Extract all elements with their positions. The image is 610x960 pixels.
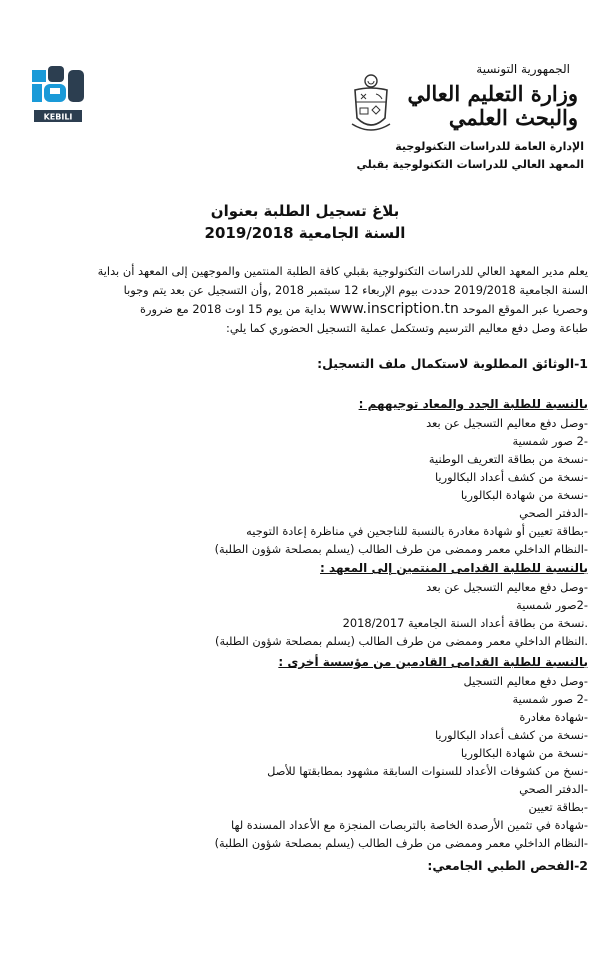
intro-text: وحصريا عبر الموقع الموحد — [458, 302, 588, 316]
list-item: -بطاقة تعيين أو شهادة مغادرة بالنسبة للناجحين في مناظرة إعادة التوجيه — [246, 524, 588, 538]
group-new-students-list — [18, 414, 588, 558]
list-item: -وصل دفع معاليم التسجيل — [463, 674, 588, 688]
list-item: -نسخة من كشف أعداد البكالوريا — [434, 470, 588, 484]
section-2-heading: 2-الفحص الطبي الجامعي: — [427, 858, 588, 873]
group-transfer-students-heading: بالنسبة للطلبة القدامى القادمين من مؤسسة أخرى : — [278, 655, 588, 669]
list-item: .نسخة من بطاقة أعداد السنة الجامعية 2018/2017 — [342, 616, 588, 630]
list-item: -النظام الداخلي معمر وممضى من طرف الطالب (يسلم بمصلحة شؤون الطلبة) — [214, 542, 588, 556]
republic-label: الجمهورية التونسية — [476, 62, 570, 76]
list-item: -نسخة من كشف أعداد البكالوريا — [434, 728, 588, 742]
notice-title: بلاغ تسجيل الطلبة بعنوان — [210, 202, 400, 220]
group-returning-students-list — [18, 578, 588, 650]
intro-line: طباعة وصل دفع معاليم الترسيم وتستكمل عملية التسجيل الحضوري كما يلي: — [226, 321, 588, 335]
ministry-line2: والبحث العلمي — [448, 105, 578, 130]
institute-name: المعهد العالي للدراسات التكنولوجية بقبلي — [356, 158, 584, 171]
list-item: -وصل دفع معاليم التسجيل عن بعد — [426, 580, 588, 594]
list-item: -بطاقة تعيين — [528, 800, 588, 814]
intro-line: السنة الجامعية 2019/2018 حددت بيوم الإربعاء 12 سبتمبر 2018 ,وأن التسجيل عن بعد يتم وجوبا — [123, 283, 588, 297]
section-1-heading: 1-الوثائق المطلوبة لاستكمال ملف التسجيل: — [317, 356, 588, 371]
inscription-link[interactable]: www.inscription.tn — [329, 301, 459, 317]
general-directorate: الإدارة العامة للدراسات التكنولوجية — [395, 140, 584, 153]
list-item: -النظام الداخلي معمر وممضى من طرف الطالب (يسلم بمصلحة شؤون الطلبة) — [214, 836, 588, 850]
logo-sub-text: KEBILI — [43, 112, 73, 122]
list-item: -وصل دفع معاليم التسجيل عن بعد — [426, 416, 588, 430]
list-item: -شهادة في تثمين الأرصدة الخاصة بالتربصات المنجزة مع الأعداد المسندة لها — [230, 818, 588, 832]
list-item: -الدفتر الصحي — [519, 506, 588, 520]
list-item: -2 صور شمسية — [512, 434, 588, 448]
intro-line: يعلم مدير المعهد العالي للدراسات التكنولوجية بقبلي كافة الطلبة المنتمين والموجهين إلى المعهد أن بداية — [97, 264, 588, 278]
iset-logo — [30, 62, 86, 126]
ministry-name — [407, 82, 578, 130]
list-item: .النظام الداخلي معمر وممضى من طرف الطالب (يسلم بمصلحة شؤون الطلبة) — [215, 634, 588, 648]
group-returning-students-heading: بالنسبة للطلبة القدامى المنتمين إلى المعهد : — [320, 561, 588, 575]
group-new-students-heading: بالنسبة للطلبة الجدد والمعاد توجيههم : — [358, 397, 588, 411]
list-item: -نسخة من شهادة البكالوريا — [460, 488, 588, 502]
list-item: -نسخة من بطاقة التعريف الوطنية — [428, 452, 588, 466]
academic-year-title: السنة الجامعية 2019/2018 — [204, 224, 406, 242]
ministry-line1: وزارة التعليم العالي — [407, 81, 578, 106]
intro-line — [18, 300, 588, 319]
list-item: -نسخة من شهادة البكالوريا — [460, 746, 588, 760]
list-item: -الدفتر الصحي — [519, 782, 588, 796]
group-transfer-students-list — [18, 672, 588, 852]
list-item: -2صور شمسية — [516, 598, 588, 612]
list-item: -نسخ من كشوفات الأعداد للسنوات السابقة مشهود بمطابقتها للأصل — [267, 764, 588, 778]
list-item: -2 صور شمسية — [512, 692, 588, 706]
intro-text: بداية من يوم 15 اوت 2018 مع ضرورة — [140, 302, 326, 316]
tunisia-emblem-icon — [348, 72, 394, 138]
list-item: -شهادة مغادرة — [519, 710, 588, 724]
intro-paragraph — [18, 262, 588, 338]
